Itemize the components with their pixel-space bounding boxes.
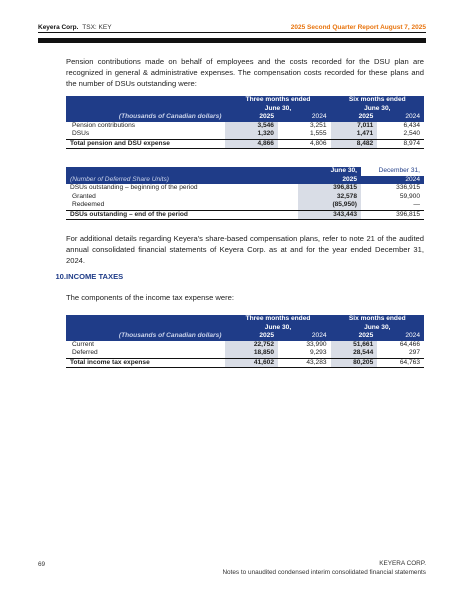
group-header-six-months-date: June 30, xyxy=(364,323,391,331)
table-row xyxy=(66,341,424,350)
cell-value: 396,815 xyxy=(298,184,361,193)
table-row xyxy=(66,193,424,202)
group-header-six-months: Six months ended xyxy=(348,315,406,322)
total-value: 4,806 xyxy=(278,139,331,149)
table-total-row xyxy=(66,139,424,149)
table-row xyxy=(66,130,424,139)
group-header-three-months: Three months ended xyxy=(245,315,311,322)
table-row xyxy=(66,201,424,210)
table-row xyxy=(66,122,424,131)
section-title: INCOME TAXES xyxy=(66,272,124,281)
table-total-row xyxy=(66,358,424,368)
cell-value: 1,471 xyxy=(331,130,378,139)
col-header-december: December 31, xyxy=(361,167,424,176)
group-header-three-months: Three months ended xyxy=(245,96,311,103)
total-value: 41,602 xyxy=(225,358,278,368)
row-label: Deferred xyxy=(72,349,98,356)
unit-label: (Thousands of Canadian dollars) xyxy=(118,332,222,339)
report-title: 2025 Second Quarter Report August 7, 2025 xyxy=(290,24,426,31)
cell-value: 28,544 xyxy=(331,349,378,358)
income-tax-table xyxy=(66,315,424,368)
footer-company: KEYERA CORP. xyxy=(379,560,426,567)
year-header: 2025 xyxy=(259,113,274,120)
col-header-year: 2024 xyxy=(361,176,424,185)
year-header: 2024 xyxy=(405,332,420,339)
cell-value: (85,950) xyxy=(298,201,361,210)
group-header-three-months-date: June 30, xyxy=(264,104,292,112)
row-label: Current xyxy=(72,340,94,348)
pension-dsu-table xyxy=(66,96,424,149)
total-value: 343,443 xyxy=(298,210,361,220)
tax-intro-paragraph: The components of the income tax expense were: xyxy=(66,293,235,302)
cell-value: 32,578 xyxy=(298,193,361,202)
total-value: 396,815 xyxy=(361,210,424,220)
ticker: TSX: KEY xyxy=(82,24,112,31)
cell-value: 59,900 xyxy=(399,192,420,200)
cell-value: 3,546 xyxy=(225,122,278,131)
total-value: 80,205 xyxy=(331,358,378,368)
year-header: 2025 xyxy=(358,113,374,120)
table-total-row xyxy=(66,210,424,220)
table-row xyxy=(66,184,424,193)
cell-value: 1,320 xyxy=(225,130,278,139)
unit-label: (Number of Deferred Share Units) xyxy=(66,176,298,185)
page-number: 69 xyxy=(38,561,46,568)
section-heading xyxy=(40,272,123,281)
total-label: Total pension and DSU expense xyxy=(66,139,225,149)
col-header-june: June 30, xyxy=(298,167,361,176)
footer-note: Notes to unaudited condensed interim consolidated financial statements xyxy=(222,569,426,576)
header-rule-thick xyxy=(38,38,426,43)
row-label: DSUs xyxy=(72,130,90,137)
year-header: 2024 xyxy=(405,113,420,120)
total-label: DSUs outstanding – end of the period xyxy=(66,210,298,220)
group-header-six-months: Six months ended xyxy=(348,96,406,103)
cell-value: 6,434 xyxy=(403,121,420,129)
row-label: Pension contributions xyxy=(72,121,136,129)
cell-value: 297 xyxy=(408,349,420,356)
cell-value: — xyxy=(413,201,420,208)
row-label: DSUs outstanding – beginning of the period xyxy=(70,184,198,191)
cell-value: 33,990 xyxy=(306,340,327,348)
unit-label: (Thousands of Canadian dollars) xyxy=(118,113,222,120)
col-header-year: 2025 xyxy=(298,176,361,185)
group-header-six-months-date: June 30, xyxy=(364,104,391,112)
company-name: Keyera Corp. xyxy=(38,24,79,31)
dsu-outstanding-table xyxy=(66,167,424,220)
cell-value: 18,850 xyxy=(225,349,278,358)
additional-details-paragraph: For additional details regarding Keyera's share-based compensation plans, refer to note 21 of the audited annual consolidated financial statements of Keyera Corp. as at and for the year ended December 31, 2024. xyxy=(66,234,424,265)
cell-value: 7,011 xyxy=(331,122,378,131)
year-header: 2025 xyxy=(358,332,374,339)
total-value: 4,866 xyxy=(225,139,278,149)
cell-value: 2,540 xyxy=(403,130,420,137)
pension-paragraph: Pension contributions made on behalf of employees and the costs recorded for the DSU plan are recognized in general & administrative expenses. The compensation costs recorded for these plans and the number of DSUs outstanding were: xyxy=(66,57,424,88)
cell-value: 3,251 xyxy=(310,121,327,129)
row-label: Redeemed xyxy=(72,201,105,208)
cell-value: 1,555 xyxy=(310,130,327,137)
section-number: 10. xyxy=(55,272,66,281)
year-header: 2024 xyxy=(311,332,327,339)
table-row xyxy=(66,349,424,358)
total-label: Total income tax expense xyxy=(66,358,225,368)
cell-value: 22,752 xyxy=(225,341,278,350)
header-rule-thin xyxy=(38,32,426,33)
cell-value: 51,661 xyxy=(331,341,378,350)
cell-value: 336,915 xyxy=(396,184,420,191)
total-value: 43,283 xyxy=(278,358,331,368)
table-header-row xyxy=(66,96,424,105)
cell-value: 64,466 xyxy=(399,340,420,348)
year-header: 2024 xyxy=(311,113,327,120)
row-label: Granted xyxy=(72,192,96,200)
header-company xyxy=(38,24,112,31)
group-header-three-months-date: June 30, xyxy=(264,323,292,331)
total-value: 8,974 xyxy=(377,139,424,149)
total-value: 64,763 xyxy=(377,358,424,368)
year-header: 2025 xyxy=(259,332,274,339)
total-value: 8,482 xyxy=(331,139,378,149)
cell-value: 9,293 xyxy=(310,349,327,356)
